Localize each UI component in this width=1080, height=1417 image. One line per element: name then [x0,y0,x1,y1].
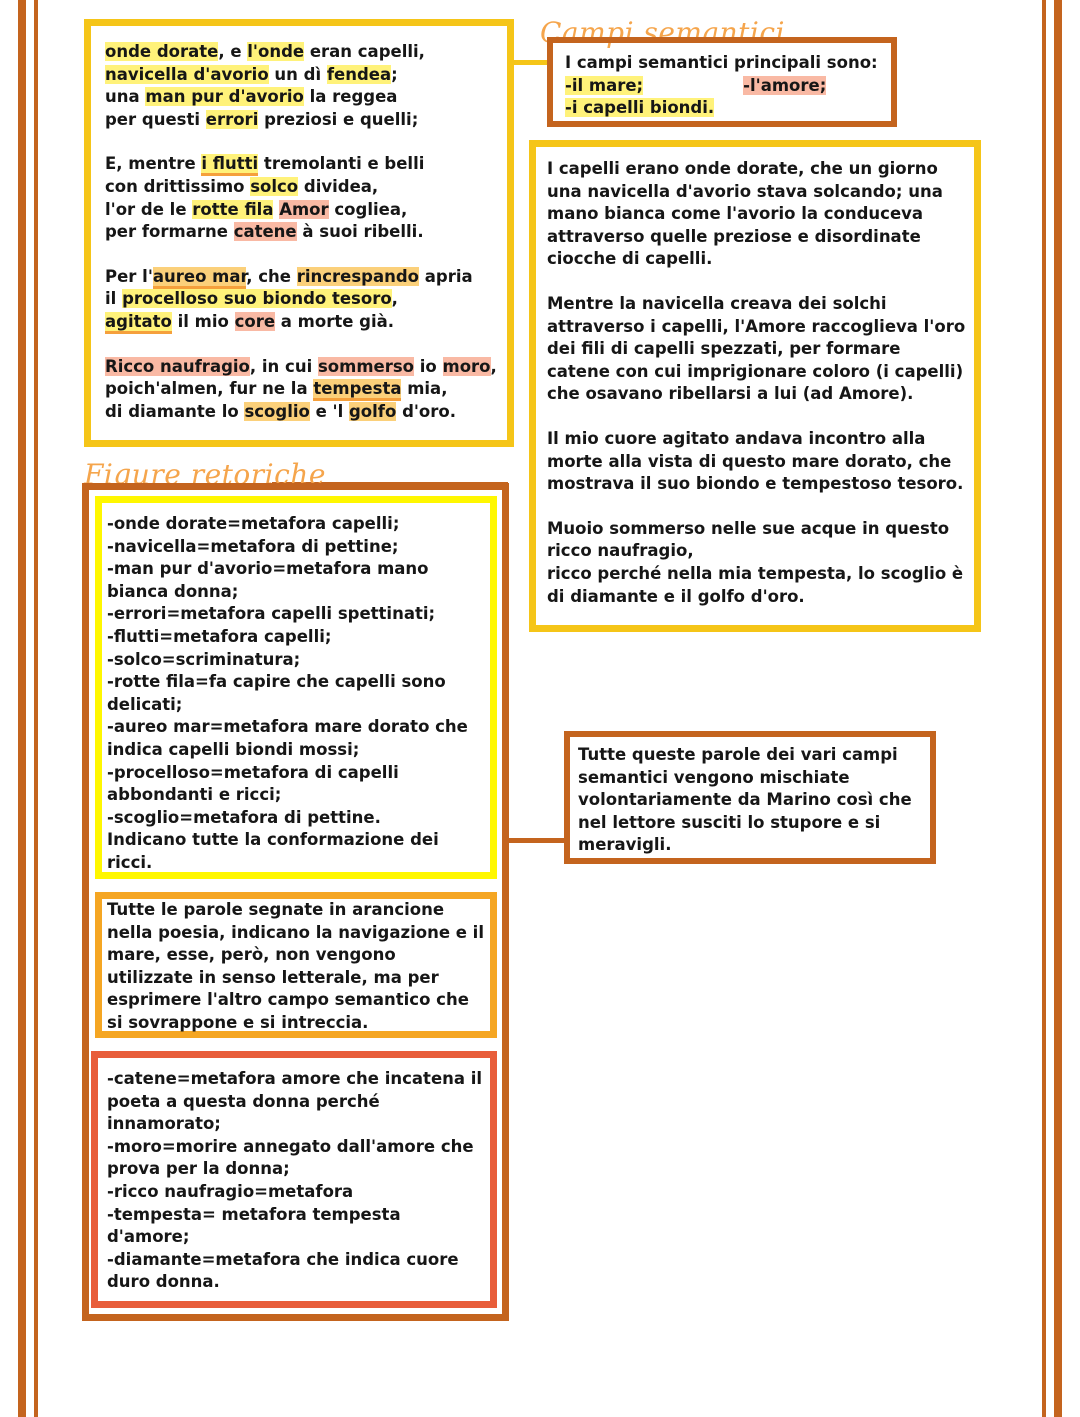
paraphrase-paragraph-1: I capelli erano onde dorate, che un giorno una navicella d'avorio stava solcando; una mano bianca come l'avorio la conduceva attraverso quelle preziose e disordinate ciocche di capelli. [547,159,943,269]
poem-stanza-1-line-1: onde dorate, e l'onde eran capelli, [105,42,425,61]
figure-item: -procelloso=metafora di capelli abbondanti e ricci; [107,762,399,805]
campi-item-amore: -l'amore; [743,75,827,95]
poem-stanza-4-line-3: di diamante lo scoglio e 'l golfo d'oro. [105,401,457,421]
poem-stanza-2-line-3: l'or de le rotte fila Amor cogliea, [105,199,408,219]
paraphrase-text [547,158,966,608]
paraphrase-paragraph-4b: ricco perché nella mia tempesta, lo scoglio è di diamante e il golfo d'oro. [547,563,964,606]
love-item: -moro=morire annegato dall'amore che prova per la donna; [107,1136,474,1179]
poem-stanza-1-line-3: una man pur d'avorio la reggea [105,87,398,107]
figure-summary: Indicano tutte la conformazione dei ricci. [107,830,439,872]
campi-items-row [565,75,891,98]
figure-item: -navicella=metafora di pettine; [107,536,399,556]
campi-semantici-title: Campi semantici [540,16,786,49]
poem-stanza-3-line-1: Per l'aureo mar, che rincrespando apria [105,266,507,289]
figure-item: -flutti=metafora capelli; [107,626,332,646]
figure-item: -man pur d'avorio=metafora mano bianca donna; [107,559,429,601]
campi-items-row-2 [565,97,891,120]
figure-item: -scoglio=metafora di pettine. [107,807,381,827]
orange-note-box [95,892,497,1038]
love-item: -catene=metafora amore che incatena il poeta a questa donna perché innamorato; [107,1069,483,1134]
figure-item: -onde dorate=metafora capelli; [107,514,400,533]
love-item: -tempesta= metafora tempesta d'amore; [107,1204,401,1247]
paraphrase-box [529,140,981,632]
poem-stanza-3-line-2: il procelloso suo biondo tesoro, [105,289,398,309]
poem-stanza-4-line-2: poich'almen, fur ne la tempesta mia, [105,378,507,401]
conclusion-box [564,731,936,864]
figure-retoriche-title: Figure retoriche [84,458,326,491]
paraphrase-paragraph-2: Mentre la navicella creava dei solchi attraverso i capelli, l'Amore raccoglieva l'oro dei fili di capelli spezzati, per formare catene con cui imprigionare coloro (i capelli) che osavano ribellarsi a lui (ad Amore). [547,293,966,404]
connector-figure-conclusion [505,838,567,843]
figure-list-box [95,496,497,879]
poem-stanza-1-line-4: per questi errori preziosi e quelli; [105,109,419,129]
campi-item-capelli: -i capelli biondi. [565,98,715,118]
conclusion-text: Tutte queste parole dei vari campi semantici vengono mischiate volontariamente da Marino così che nel lettore susciti lo stupore e si meravigli. [578,745,912,855]
page-border-right-inner [1042,0,1046,1417]
figure-item: -errori=metafora capelli spettinati; [107,604,436,624]
paraphrase-paragraph-3: Il mio cuore agitato andava incontro alla morte alla vista di questo mare dorato, che mostrava il suo biondo e tempestoso tesoro. [547,428,964,494]
page-border-left-outer [18,0,26,1417]
figure-item: -rotte fila=fa capire che capelli sono delicati; [107,672,446,714]
connector-poem-campi [512,60,548,65]
campi-intro: I campi semantici principali sono: [565,53,878,72]
figure-item: -aureo mar=metafora mare dorato che indica capelli biondi mossi; [107,717,468,759]
page-border-left-inner [34,0,38,1417]
campi-semantici-box [547,37,897,127]
poem-stanza-3-line-3: agitato il mio core a morte già. [105,311,507,334]
campi-item-mare: -il mare; [565,75,644,95]
love-metaphors-box [91,1051,497,1308]
orange-note-text: Tutte le parole segnate in arancione nella poesia, indicano la navigazione e il mare, esse, però, non vengono utilizzate in senso letterale, ma per esprimere l'altro campo semantico che si sovrappone e si intreccia. [107,900,484,1032]
page-border-right-outer [1054,0,1062,1417]
poem-stanza-2-line-2: con drittissimo solco dividea, [105,176,379,196]
poem-stanza-4-line-1: Ricco naufragio, in cui sommerso io moro, [105,356,497,376]
poem-stanza-2-line-1: E, mentre i flutti tremolanti e belli [105,153,507,176]
poem-stanza-1-line-2: navicella d'avorio un dì fendea; [105,64,398,84]
poem-text [105,41,507,423]
love-item: -ricco naufragio=metafora [107,1181,354,1201]
paraphrase-paragraph-4a: Muoio sommerso nelle sue acque in questo ricco naufragio, [547,518,950,561]
figure-item: -solco=scriminatura; [107,649,301,669]
figure-list [107,513,486,875]
love-metaphors-list [107,1068,484,1294]
love-item: -diamante=metafora che indica cuore duro donna. [107,1249,459,1292]
campi-semantici-text [565,52,891,120]
poem-box [84,19,514,447]
poem-stanza-2-line-4: per formarne catene à suoi ribelli. [105,222,424,242]
